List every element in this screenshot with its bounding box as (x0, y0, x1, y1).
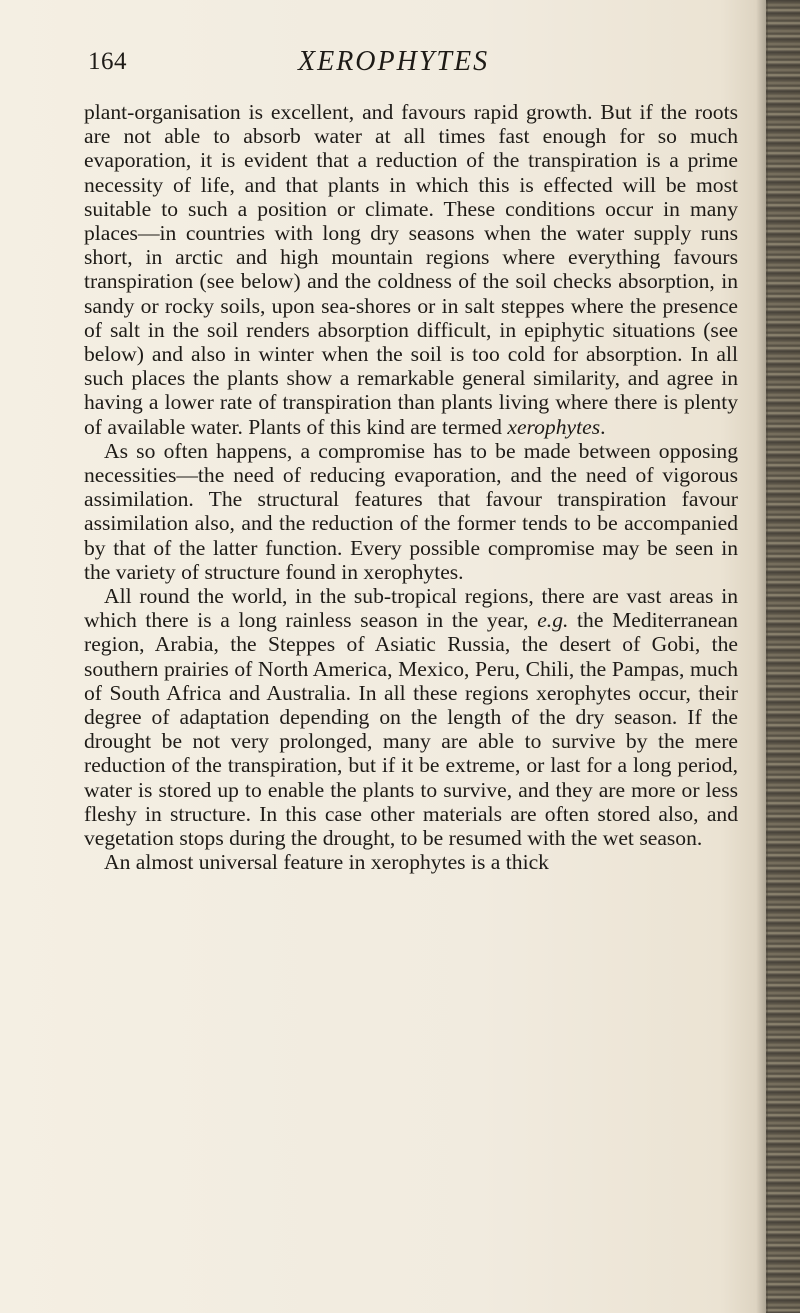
paragraph-4: An almost universal feature in xerophytes is a thick (104, 850, 549, 875)
paragraph-1-end: . (600, 414, 606, 439)
paragraph-3 (84, 584, 738, 850)
paragraph-1 (84, 100, 738, 439)
abbrev-eg: e.g. (537, 608, 569, 633)
paragraph-1-text: plant-organisation is excellent, and favours rapid growth. But if the roots are not able to absorb water at all times fast enough for so much evaporation, it is evident that a reduction of the transpiration is a prime necessity of life, and that plants in which this is effected will be most suitable to such a position or climate. These conditions occur in many places—in countries with long dry seasons when the water supply runs short, in arctic and high mountain regions where everything favours transpiration (see below) and the coldness of the soil checks absorption, in sandy or rocky soils, upon sea-shores or in salt steppes where the presence of salt in the soil renders absorption difficult, in epiphytic situations (see below) and also in winter when the soil is too cold for absorption. In all such places the plants show a remarkable general similarity, and agree in having a lower rate of transpiration than plants living where there is plenty of available water. Plants of this kind are termed (84, 100, 738, 439)
body-text (84, 100, 738, 875)
paragraph-2: As so often happens, a compromise has to be made between opposing necessities—the need of reducing evaporation, and the need of vigorous assimilation. The structural features that favour transpiration favour assimilation also, and the reduction of the former tends to be accompanied by that of the latter function. Every possible compromise may be seen in the variety of structure found in xerophytes. (84, 438, 738, 584)
paragraph-3-text: All round the world, in the sub-tropical regions, there are vast areas in which there is a long rainless season in the year, (84, 584, 738, 633)
paragraph-3-rest: the Mediterranean region, Arabia, the Steppes of Asiatic Russia, the desert of Gobi, the southern prairies of North America, Mexico, Peru, Chili, the Pampas, much of South Africa and Australia. In all these regions xerophytes occur, their degree of adaptation depending on the length of the dry season. If the drought be not very prolonged, many are able to survive by the mere reduction of the transpiration, but if it be extreme, or last for a long period, water is stored up to enable the plants to survive, and they are more or less fleshy in structure. In this case other materials are often stored also, and vegetation stops during the drought, to be resumed with the wet season. (84, 608, 738, 851)
page-header (88, 40, 738, 80)
running-head: XEROPHYTES (298, 46, 490, 77)
page-binding-edge (766, 0, 800, 1313)
page-number: 164 (88, 48, 127, 75)
term-xerophytes: xerophytes (507, 414, 601, 439)
